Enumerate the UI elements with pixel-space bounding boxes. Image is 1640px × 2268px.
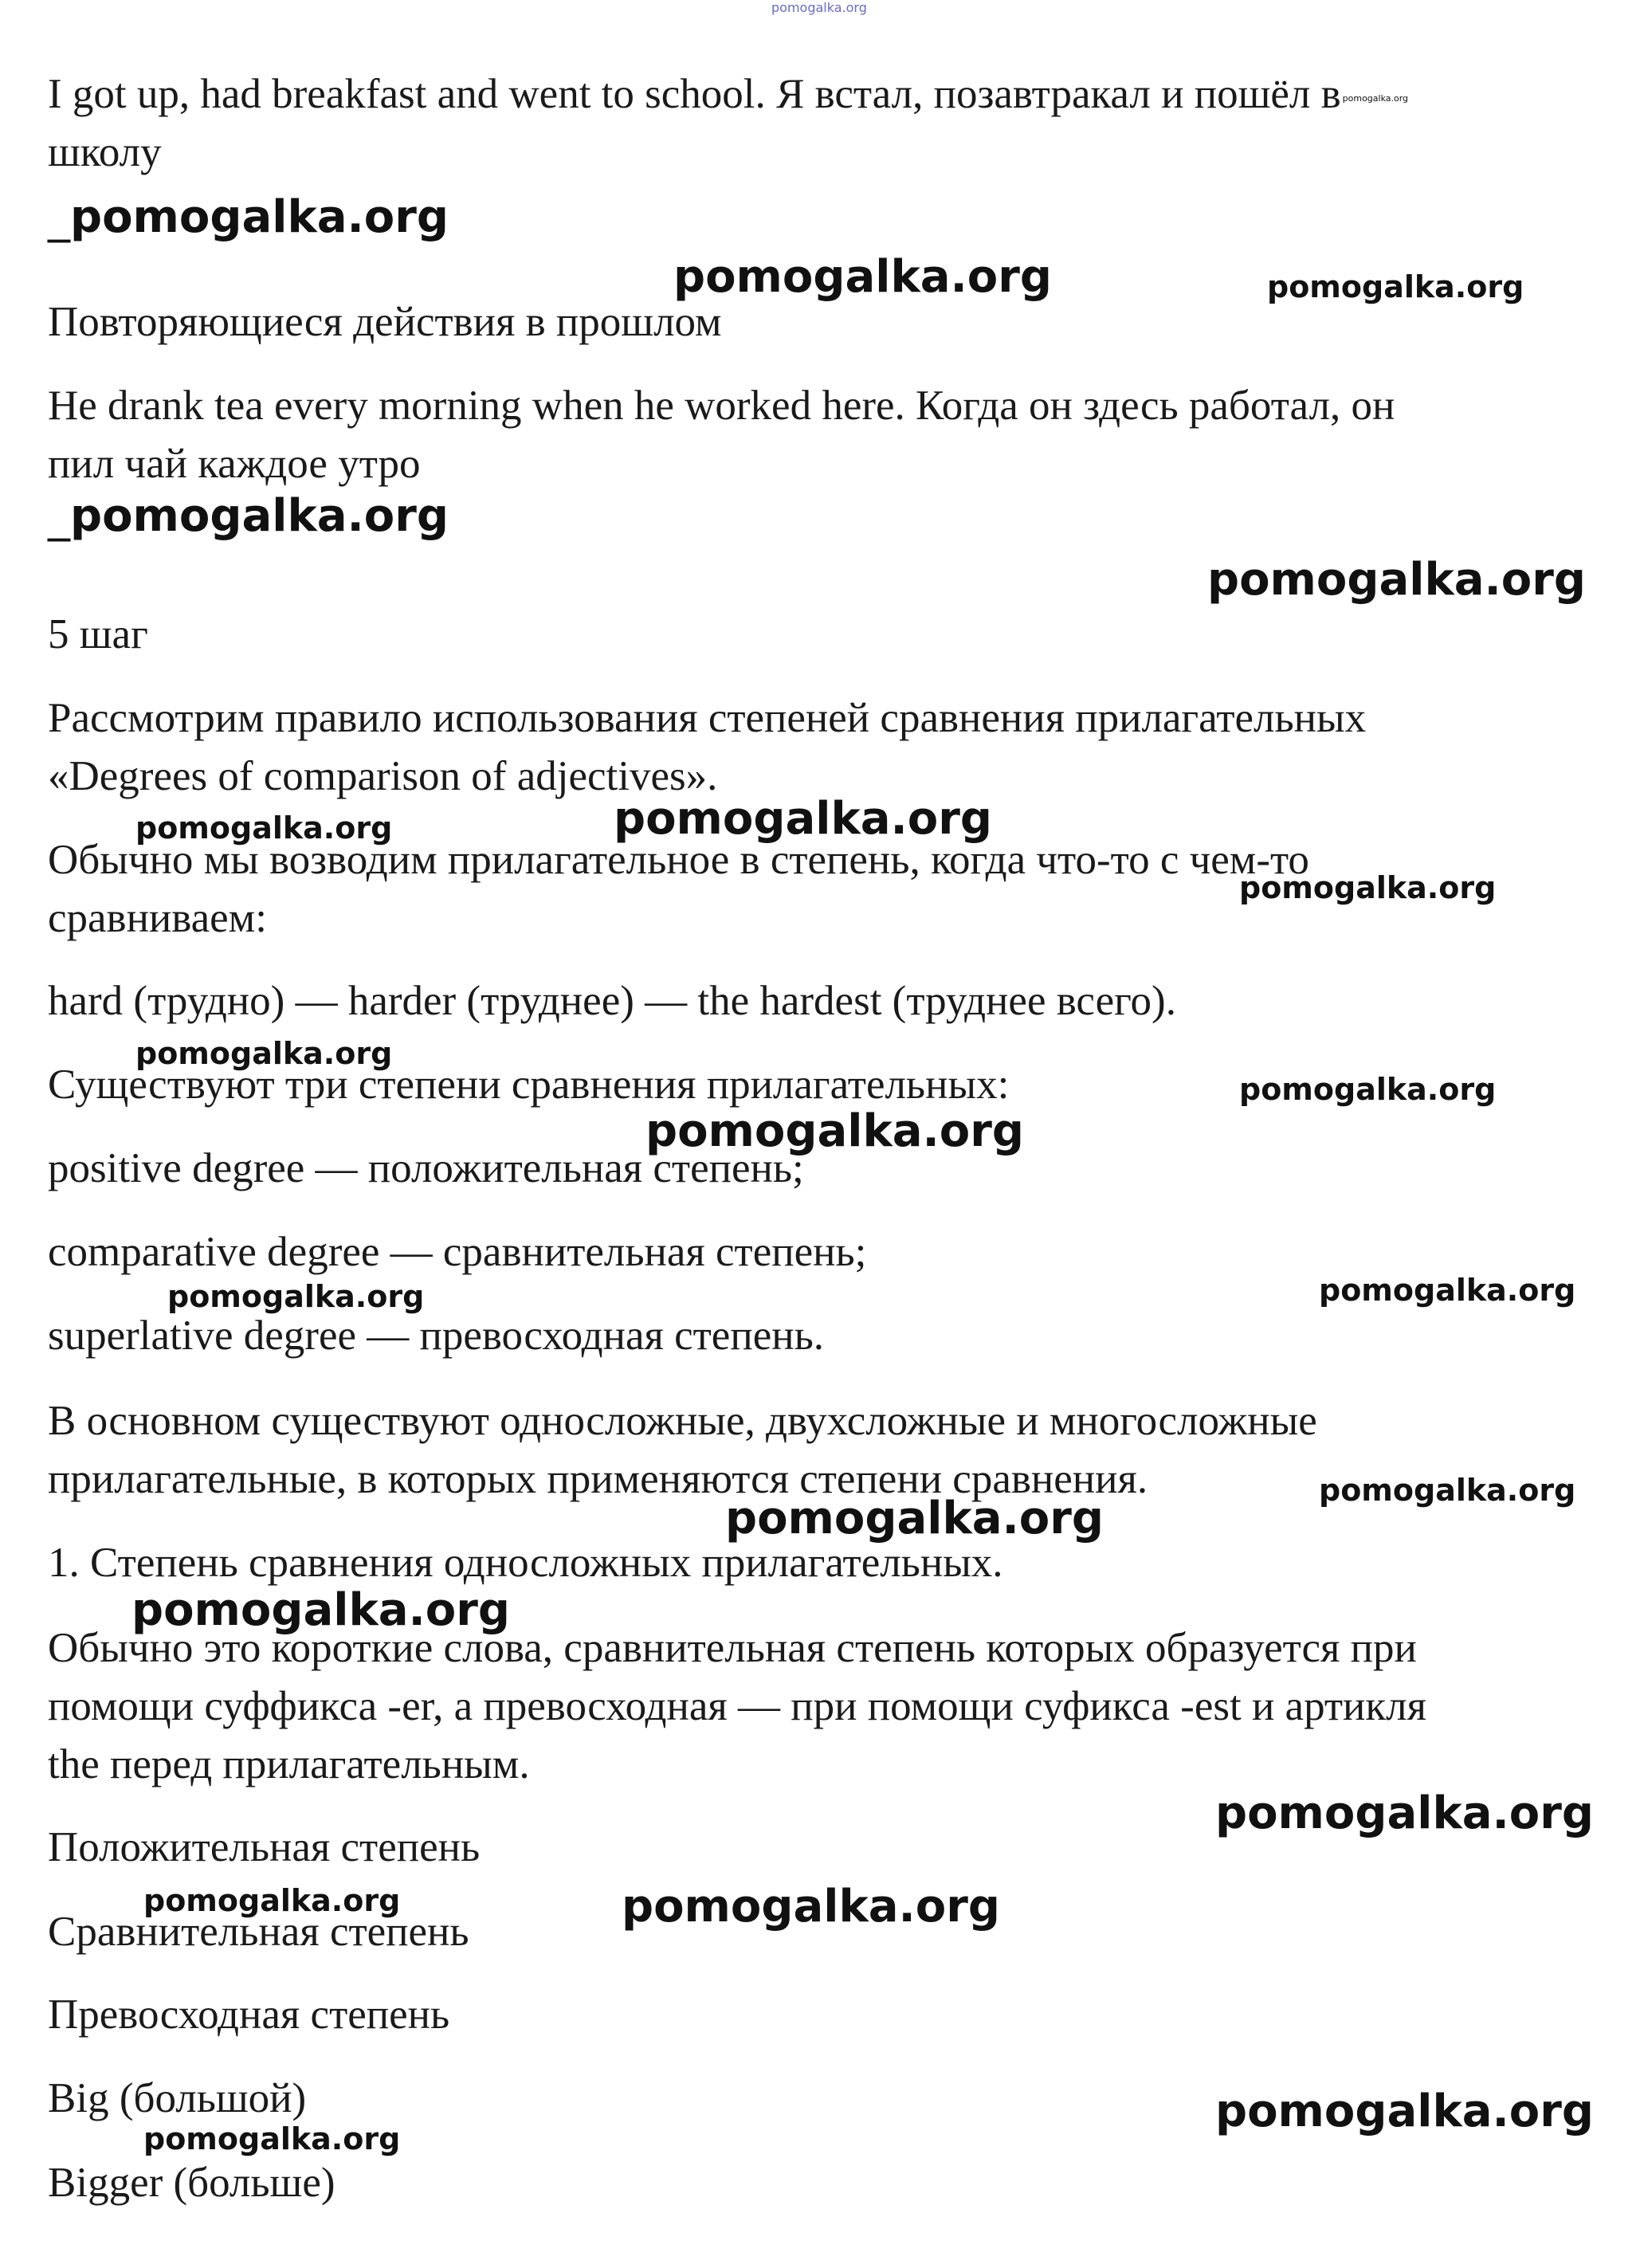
paragraph-13-line1: Обычно это короткие слова, сравнительная степень которых образуется при <box>48 1625 1417 1671</box>
watermark: pomogalka.org <box>1239 1072 1497 1107</box>
watermark: pomogalka.org <box>143 1883 401 1918</box>
paragraph-1: Повторяющиеся действия в прошлом <box>48 299 722 345</box>
paragraph-17: Big (большой) <box>48 2075 307 2121</box>
paragraph-11-line1: В основном существуют односложные, двухсложные и многосложные <box>48 1398 1317 1444</box>
paragraph-18: Bigger (больше) <box>48 2160 335 2206</box>
watermark: pomogalka.org <box>1267 269 1524 304</box>
watermark: pomogalka.org <box>131 1584 510 1636</box>
paragraph-14: Положительная степень <box>48 1824 481 1870</box>
paragraph-2-line1: He drank tea every morning when he worked here. Когда он здесь работал, он <box>48 383 1395 429</box>
paragraph-3: 5 шаг <box>48 611 148 657</box>
paragraph-10: superlative degree — превосходная степень. <box>48 1313 825 1359</box>
paragraph-5-line2: сравниваем: <box>48 895 267 941</box>
top-watermark: pomogalka.org <box>771 0 867 15</box>
watermark: pomogalka.org <box>673 251 1052 303</box>
tiny-watermark: pomogalka.org <box>1342 93 1409 104</box>
paragraph-12: 1. Степень сравнения односложных прилагательных. <box>48 1540 1003 1586</box>
watermark: pomogalka.org <box>143 2121 401 2156</box>
watermark: pomogalka.org <box>135 1036 393 1071</box>
paragraph-4-line1: Рассмотрим правило использования степеней сравнения прилагательных <box>48 695 1367 741</box>
watermark: pomogalka.org <box>1319 1473 1576 1508</box>
watermark: pomogalka.org <box>167 1279 425 1314</box>
paragraph-4-line2: «Degrees of comparison of adjectives». <box>48 753 718 799</box>
paragraph-13-line3: the перед прилагательным. <box>48 1741 530 1787</box>
paragraph-5-line1: Обычно мы возводим прилагательное в степень, когда что-то с чем-то <box>48 837 1309 883</box>
paragraph-6: hard (трудно) — harder (труднее) — the hardest (труднее всего). <box>48 978 1176 1024</box>
watermark: pomogalka.org <box>1207 554 1586 606</box>
dash-watermark: _pomogalka.org <box>48 191 449 243</box>
watermark: pomogalka.org <box>614 793 992 845</box>
watermark: pomogalka.org <box>1215 2086 1594 2137</box>
watermark: pomogalka.org <box>1215 1787 1594 1839</box>
paragraph-16: Превосходная степень <box>48 1991 450 2038</box>
watermark: pomogalka.org <box>1239 870 1497 905</box>
watermark: pomogalka.org <box>725 1493 1104 1544</box>
watermark: pomogalka.org <box>645 1105 1024 1157</box>
paragraph-8: positive degree — положительная степень; <box>48 1145 804 1191</box>
paragraph-11-line2: прилагательные, в которых применяются степени сравнения. <box>48 1456 1148 1502</box>
paragraph-13-line2: помощи суффикса -er, а превосходная — при помощи суфикса -est и артикля <box>48 1683 1426 1729</box>
paragraph-15: Сравнительная степень <box>48 1909 469 1955</box>
paragraph-0-line2: школу <box>48 129 162 175</box>
watermark: pomogalka.org <box>1319 1273 1576 1308</box>
dash-watermark: _pomogalka.org <box>48 490 449 542</box>
paragraph-7: Существуют три степени сравнения прилагательных: <box>48 1061 1010 1108</box>
watermark: pomogalka.org <box>622 1881 1000 1933</box>
watermark: pomogalka.org <box>135 810 393 846</box>
paragraph-2-line2: пил чай каждое утро <box>48 441 421 487</box>
paragraph-9: comparative degree — сравнительная степень; <box>48 1229 867 1275</box>
paragraph-0-line1: I got up, had breakfast and went to school. Я встал, позавтракал и пошёл в pomogalka.org <box>48 71 1409 117</box>
